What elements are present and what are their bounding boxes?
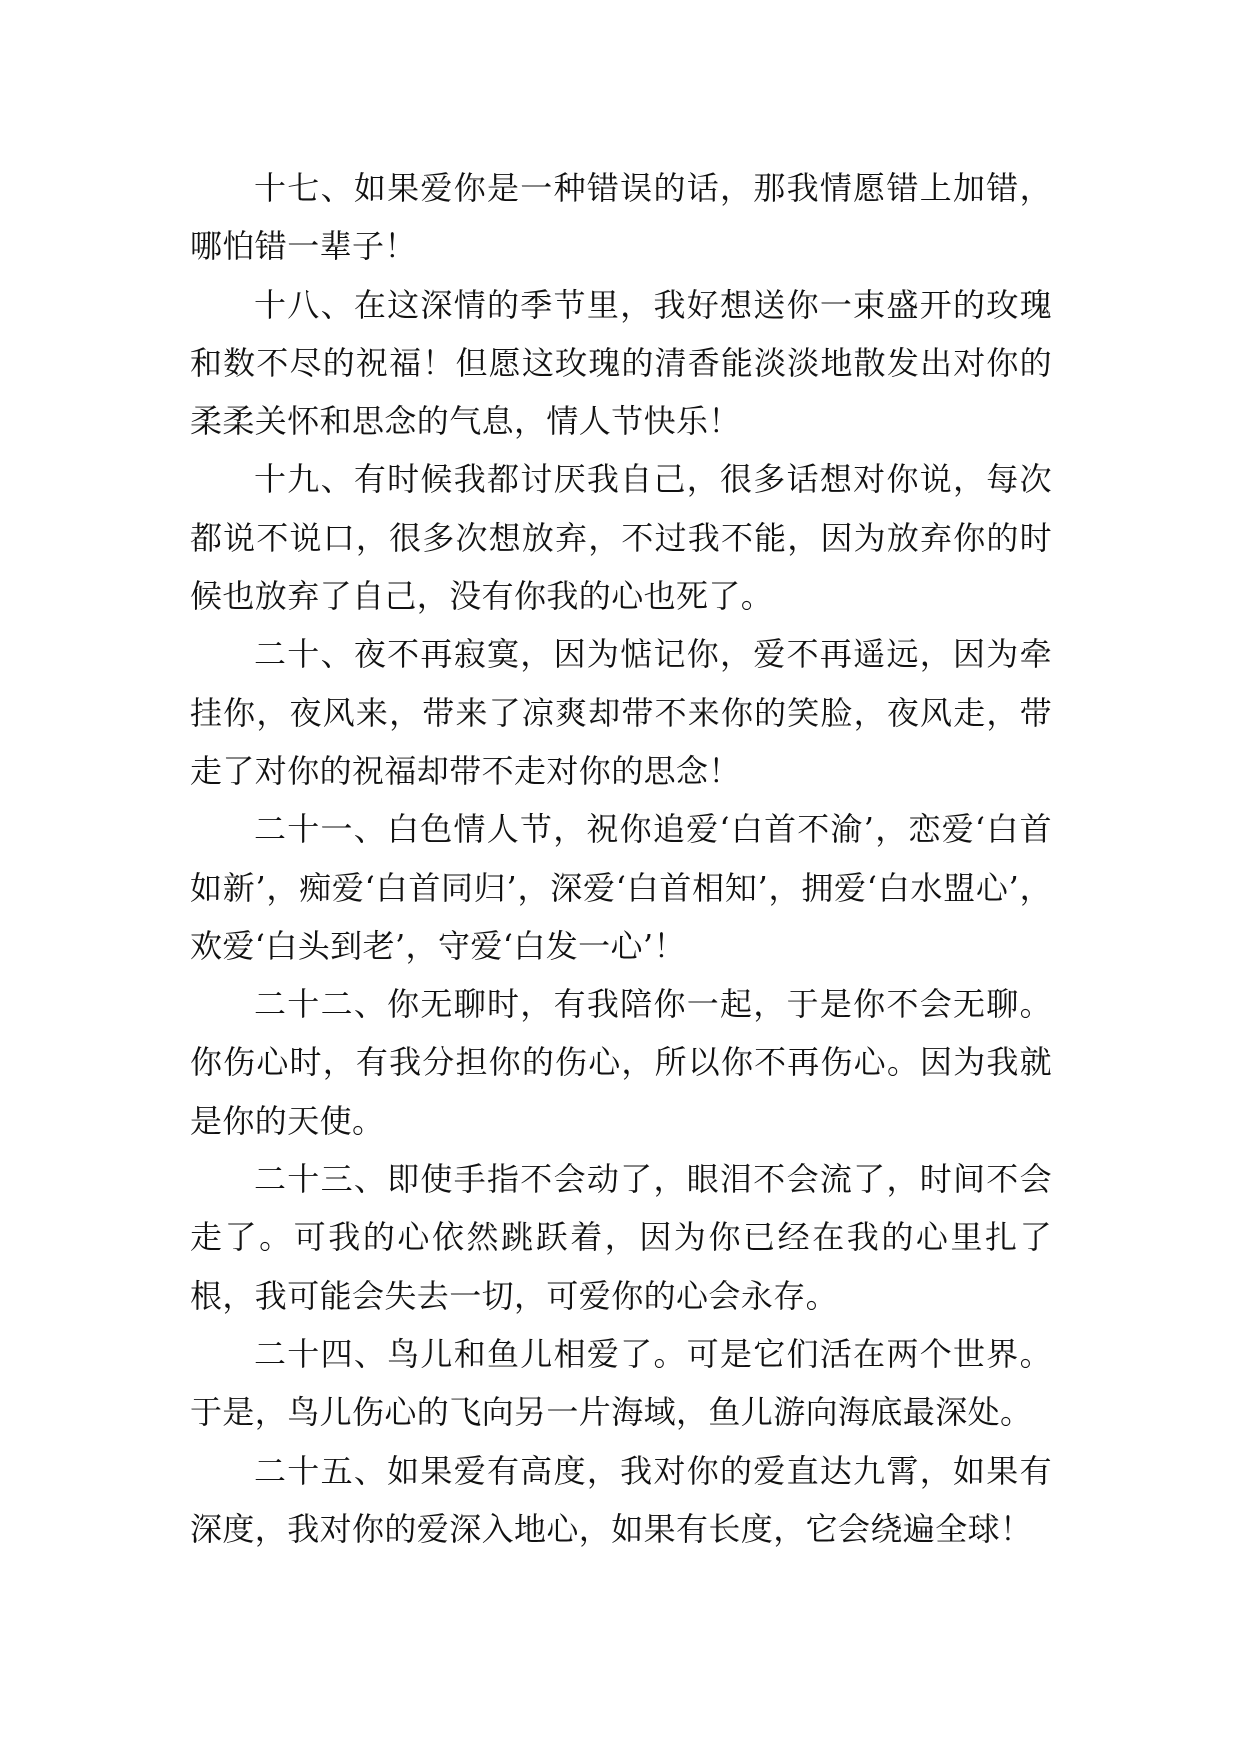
paragraph-23: 二十三、即使手指不会动了，眼泪不会流了，时间不会走了。可我的心依然跳跃着，因为你已经在我的心里扎了根，我可能会失去一切，可爱你的心会永存。 [190, 1160, 1052, 1315]
paragraph-24: 二十四、鸟儿和鱼儿相爱了。可是它们活在两个世界。于是，鸟儿伤心的飞向另一片海域，鱼儿游向海底最深处。 [190, 1334, 1052, 1432]
paragraph-25: 二十五、如果爱有高度，我对你的爱直达九霄，如果有深度，我对你的爱深入地心，如果有长度，它会绕遍全球！ [190, 1451, 1052, 1548]
paragraph-22: 二十二、你无聊时，有我陪你一起，于是你不会无聊。你伤心时，有我分担你的伤心，所以你不再伤心。因为我就是你的天使。 [190, 985, 1052, 1140]
paragraph-19: 十九、有时候我都讨厌我自己，很多话想对你说，每次都说不说口，很多次想放弃，不过我不能，因为放弃你的时候也放弃了自己，没有你我的心也死了。 [190, 460, 1052, 616]
paragraph-21: 二十一、白色情人节，祝你追爱‘白首不渝’，恋爱‘白首如新’，痴爱‘白首同归’，深爱‘白首相知’，拥爱‘白水盟心’，欢爱‘白头到老’，守爱‘白发一心’！ [190, 810, 1052, 965]
document-body [190, 159, 1052, 1558]
paragraph-20: 二十、夜不再寂寞，因为惦记你，爱不再遥远，因为牵挂你，夜风来，带来了凉爽却带不来你的笑脸，夜风走，带走了对你的祝福却带不走对你的思念！ [190, 635, 1052, 790]
paragraph-17: 十七、如果爱你是一种错误的话，那我情愿错上加错，哪怕错一辈子！ [190, 169, 1052, 266]
paragraph-18: 十八、在这深情的季节里，我好想送你一束盛开的玫瑰和数不尽的祝福！但愿这玫瑰的清香能淡淡地散发出对你的柔柔关怀和思念的气息，情人节快乐！ [190, 285, 1052, 441]
